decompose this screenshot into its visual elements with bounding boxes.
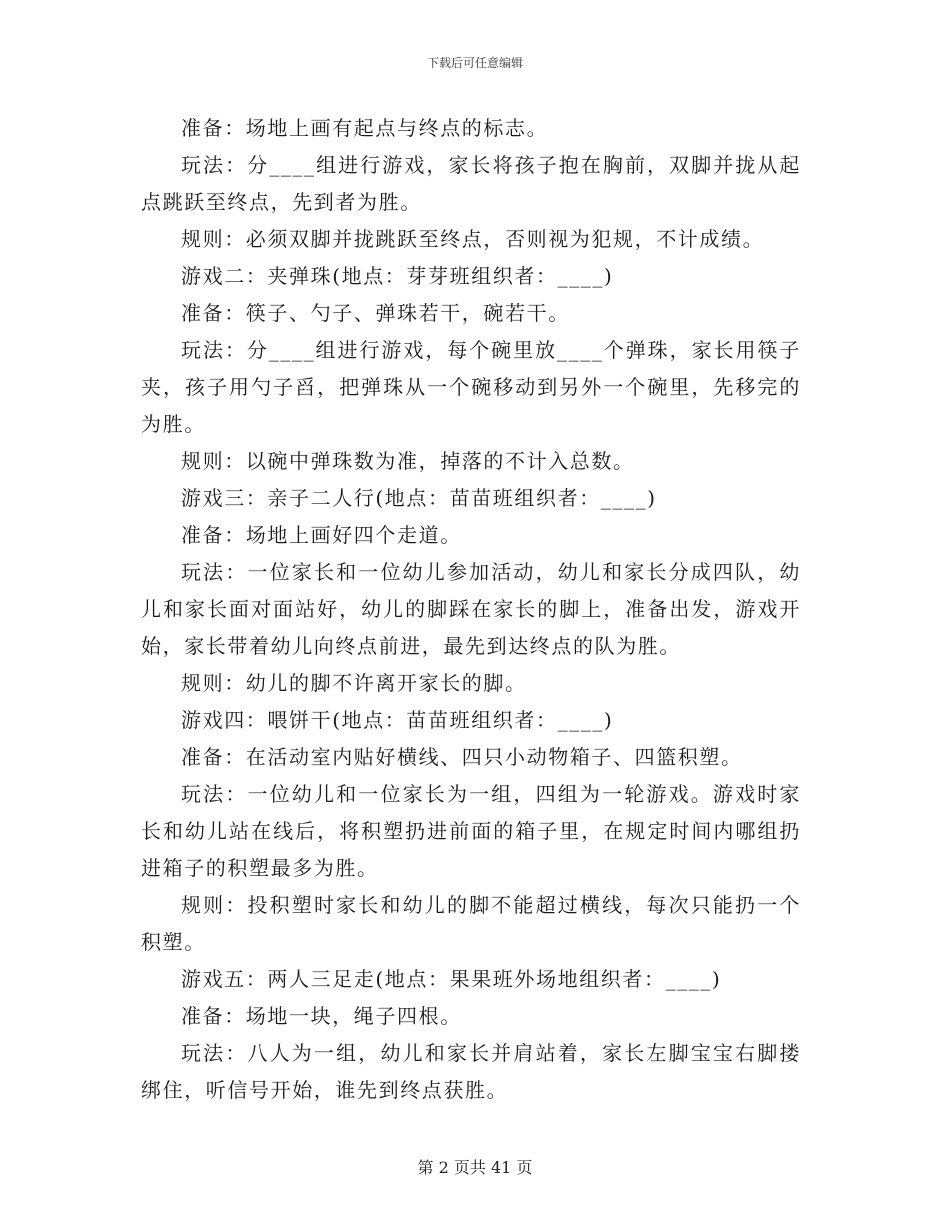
game-3-heading: 游戏三：亲子二人行(地点：苗苗班组织者：____)	[181, 486, 657, 510]
paragraph-gameplay-2: 玩法：分____组进行游戏，每个碗里放____个弹珠，家长用筷子夹，孩子用勺子舀，把弹珠从一个碗移动到另外一个碗里，先移完的为胜。	[141, 338, 801, 436]
paragraph-rules-1: 规则：必须双脚并拢跳跃至终点，否则视为犯规，不计成绩。	[181, 227, 765, 251]
paragraph-rules-4: 规则：投积塑时家长和幼儿的脚不能超过横线，每次只能扔一个积塑。	[141, 893, 801, 954]
page-header: 下载后可任意编辑	[426, 56, 523, 70]
paragraph-gameplay-4: 玩法：一位幼儿和一位家长为一组，四组为一轮游戏。游戏时家长和幼儿站在线后，将积塑扔进前面的箱子里，在规定时间内哪组扔进箱子的积塑最多为胜。	[141, 782, 801, 880]
page-number-footer: 第 2 页共 41 页	[417, 1158, 533, 1177]
paragraph-rules-2: 规则：以碗中弹珠数为准，掉落的不计入总数。	[181, 449, 635, 473]
paragraph-preparation-1: 准备：场地上画有起点与终点的标志。	[181, 116, 549, 140]
document-body	[141, 110, 801, 1109]
paragraph-gameplay-5: 玩法：八人为一组，幼儿和家长并肩站着，家长左脚宝宝右脚搂绑住，听信号开始，谁先到终点获胜。	[141, 1041, 801, 1102]
paragraph-preparation-3: 准备：场地上画好四个走道。	[181, 523, 462, 547]
paragraph-preparation-2: 准备：筷子、勺子、弹珠若干，碗若干。	[181, 301, 570, 325]
paragraph-gameplay-3: 玩法：一位家长和一位幼儿参加活动，幼儿和家长分成四队，幼儿和家长面对面站好，幼儿的脚踩在家长的脚上，准备出发，游戏开始，家长带着幼儿向终点前进，最先到达终点的队为胜。	[141, 560, 801, 658]
game-4-heading: 游戏四：喂饼干(地点：苗苗班组织者：____)	[181, 708, 614, 732]
paragraph-rules-3: 规则：幼儿的脚不许离开家长的脚。	[181, 671, 527, 695]
paragraph-preparation-4: 准备：在活动室内贴好横线、四只小动物箱子、四篮积塑。	[181, 745, 743, 769]
paragraph-gameplay-1: 玩法：分____组进行游戏，家长将孩子抱在胸前，双脚并拢从起点跳跃至终点，先到者为胜。	[141, 153, 801, 214]
paragraph-preparation-5: 准备：场地一块，绳子四根。	[181, 1004, 462, 1028]
game-5-heading: 游戏五：两人三足走(地点：果果班外场地组织者：____)	[181, 967, 722, 991]
game-2-heading: 游戏二：夹弹珠(地点：芽芽班组织者：____)	[181, 264, 614, 288]
